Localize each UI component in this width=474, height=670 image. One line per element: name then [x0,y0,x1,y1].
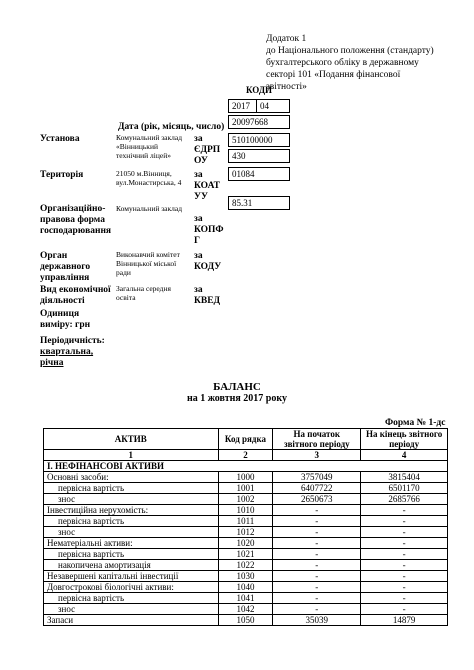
row-end-value: - [361,582,448,593]
institution-label: Установа [40,134,80,144]
table-row [44,494,448,505]
row-end-value: 2685766 [361,494,448,505]
row-name: первісна вартість [44,593,219,604]
row-end-value: 3815404 [361,472,448,483]
kodu-label: за КОДУ [194,251,222,272]
row-end-value: 6501170 [361,483,448,494]
institution-value: Комунальний заклад «Вінницький технічний ліцей» [116,133,183,160]
row-start-value: - [273,538,361,549]
row-start-value: - [273,582,361,593]
row-start-value: 3757049 [273,472,361,483]
row-code: 1042 [218,604,273,615]
row-code: 1020 [218,538,273,549]
table-row [44,483,448,494]
kopfg-label: за КОПФ Г [194,214,224,246]
col-header-asset: АКТИВ [44,429,219,450]
appendix-line: до Національного положення (стандарту) [266,46,434,56]
appendix-line: звітності» [266,82,307,92]
row-code: 1041 [218,593,273,604]
table-row [44,505,448,516]
row-name: знос [44,604,219,615]
appendix-line: секторі 101 «Подання фінансової [266,70,401,80]
date-label: Дата (рік, місяць, число) [118,122,225,132]
table-row [44,593,448,604]
row-code: 1050 [218,615,273,626]
balance-table [43,428,448,626]
form-label: Форма № 1-дс [385,418,446,428]
row-code: 1011 [218,516,273,527]
territory-value: 21050 м.Вінниця, вул.Монастирська, 4 [116,169,182,187]
col-number: 1 [44,450,219,461]
row-start-value: - [273,549,361,560]
appendix-line: Додаток 1 [266,34,307,44]
row-end-value: - [361,549,448,560]
row-start-value: - [273,571,361,582]
row-code: 1001 [218,483,273,494]
kved-label: за КВЕД [194,285,221,306]
kodu-code: 01084 [228,167,290,181]
row-code: 1002 [218,494,273,505]
row-name: накопичена амортизація [44,560,219,571]
row-name: Незавершені капітальні інвестиції [44,571,219,582]
table-row [44,538,448,549]
row-code: 1022 [218,560,273,571]
kved-code: 85.31 [228,196,290,210]
period-label: Періодичність: [40,336,105,346]
kopfg-code: 430 [228,149,290,163]
row-end-value: - [361,527,448,538]
activity-value: Загальна середня освіта [116,284,171,302]
row-end-value: - [361,538,448,549]
row-start-value: 35039 [273,615,361,626]
col-number: 4 [361,450,448,461]
row-code: 1010 [218,505,273,516]
table-row [44,549,448,560]
appendix-line: бухгалтерського обліку в державному [266,58,419,68]
table-row [44,571,448,582]
row-name: знос [44,494,219,505]
row-name: первісна вартість [44,549,219,560]
table-row [44,527,448,538]
row-start-value: - [273,604,361,615]
row-name: Інвестиційна нерухомість: [44,505,219,516]
territory-label: Територія [40,170,84,180]
activity-label: Вид економічної діяльності [40,285,111,306]
row-name: первісна вартість [44,483,219,494]
row-end-value: - [361,593,448,604]
table-row [44,472,448,483]
row-start-value: - [273,593,361,604]
period-value: квартальна, річна [40,347,94,368]
document-subtitle: на 1 жовтня 2017 року [187,393,287,404]
row-name: Основні засоби: [44,472,219,483]
row-start-value: - [273,516,361,527]
document-title: БАЛАНС [213,381,261,393]
edrpou-code: 20097668 [228,115,290,129]
row-code: 1000 [218,472,273,483]
koatuu-code: 510100000 [228,133,290,147]
row-name: первісна вартість [44,516,219,527]
col-header-start: На початок звітного періоду [273,429,361,450]
row-end-value: - [361,560,448,571]
year-code: 2017 [229,100,257,112]
edrpou-label: за ЄДРП ОУ [194,134,221,166]
col-header-end: На кінець звітного періоду [361,429,448,450]
row-name: Довгострокові біологічні активи: [44,582,219,593]
table-row [44,560,448,571]
authority-label: Орган державного управління [40,251,91,283]
row-code: 1040 [218,582,273,593]
row-end-value: - [361,516,448,527]
row-end-value: - [361,571,448,582]
row-code: 1030 [218,571,273,582]
table-row [44,516,448,527]
column-number-row [44,450,448,461]
table-row [44,582,448,593]
codes-header: КОДИ [245,85,273,95]
col-number: 2 [218,450,273,461]
col-header-code: Код рядка [218,429,273,450]
row-name: Запаси [44,615,219,626]
org-form-label: Організаційно-правова форма господарювання [40,204,112,236]
row-name: знос [44,527,219,538]
koatuu-label: за КОАТ УУ [194,170,220,202]
row-name: Нематеріальні активи: [44,538,219,549]
col-number: 3 [273,450,361,461]
row-start-value: - [273,527,361,538]
row-code: 1012 [218,527,273,538]
month-code: 04 [260,101,269,111]
table-row [44,604,448,615]
authority-value: Виконавчий комітет Вінницької міської ради [116,250,180,277]
table-header-row [44,429,448,450]
row-end-value: 14879 [361,615,448,626]
row-end-value: - [361,505,448,516]
unit-label: Одиниця виміру: грн [40,309,91,330]
row-start-value: 6407722 [273,483,361,494]
org-form-value: Комунальний заклад [116,204,183,213]
row-start-value: 2650673 [273,494,361,505]
date-code-box [228,99,290,113]
table-row [44,615,448,626]
section-title: I. НЕФІНАНСОВІ АКТИВИ [44,461,448,472]
row-start-value: - [273,560,361,571]
section-row [44,461,448,472]
row-start-value: - [273,505,361,516]
row-end-value: - [361,604,448,615]
row-code: 1021 [218,549,273,560]
appendix-note [266,33,471,93]
